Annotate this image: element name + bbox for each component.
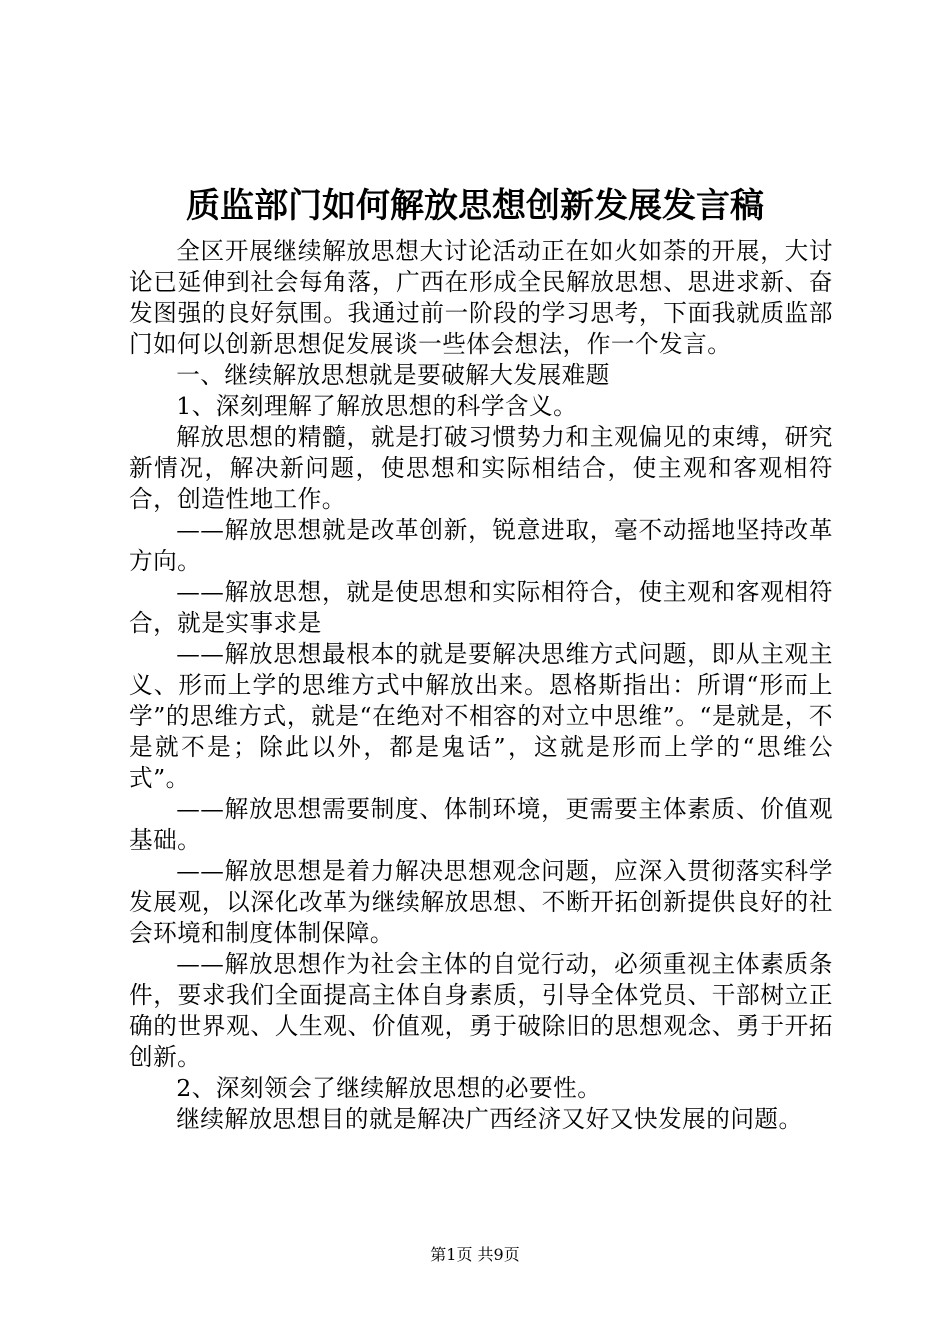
paragraph-dash-1: ——解放思想就是改革创新，锐意进取，毫不动摇地坚持改革方向。 — [129, 516, 833, 575]
paragraph-intro: 全区开展继续解放思想大讨论活动正在如火如荼的开展，大讨论已延伸到社会每角落，广西在形成全民解放思想、思进求新、奋发图强的良好氛围。我通过前一阶段的学习思考，下面我就质监部门如何以创新思想促发展谈一些体会想法，作一个发言。 — [129, 237, 833, 358]
paragraph-dash-3: ——解放思想最根本的就是要解决思维方式问题，即从主观主义、形而上学的思维方式中解放出来。恩格斯指出：所谓“形而上学”的思维方式，就是“在绝对不相容的对立中思维”。“是就是，不是就不是；除此以外，都是鬼话”，这就是形而上学的“思维公式”。 — [129, 640, 833, 792]
page-number-footer: 第1页 共9页 — [430, 1245, 520, 1264]
document-title: 质监部门如何解放思想创新发展发言稿 — [186, 186, 764, 226]
paragraph-dash-5: ——解放思想是着力解决思想观念问题，应深入贯彻落实科学发展观，以深化改革为继续解放思想、不断开拓创新提供良好的社会环境和制度体制保障。 — [129, 857, 833, 947]
subsection-heading-1: 1、深刻理解了解放思想的科学含义。 — [176, 392, 578, 420]
paragraph-purpose: 继续解放思想目的就是解决广西经济又好又快发展的问题。 — [176, 1105, 803, 1133]
paragraph-dash-2: ——解放思想，就是使思想和实际相符合，使主观和客观相符合，就是实事求是 — [129, 578, 833, 637]
subsection-heading-2: 2、深刻领会了继续解放思想的必要性。 — [176, 1074, 602, 1102]
document-body — [129, 236, 833, 1135]
paragraph-essence: 解放思想的精髓，就是打破习惯势力和主观偏见的束缚，研究新情况，解决新问题，使思想和实际相结合，使主观和客观相符合，创造性地工作。 — [129, 423, 833, 513]
paragraph-dash-6: ——解放思想作为社会主体的自觉行动，必须重视主体素质条件，要求我们全面提高主体自身素质，引导全体党员、干部树立正确的世界观、人生观、价值观，勇于破除旧的思想观念、勇于开拓创新。 — [129, 950, 833, 1071]
paragraph-dash-4: ——解放思想需要制度、体制环境，更需要主体素质、价值观基础。 — [129, 795, 833, 854]
section-heading-1: 一、继续解放思想就是要破解大发展难题 — [176, 361, 610, 389]
